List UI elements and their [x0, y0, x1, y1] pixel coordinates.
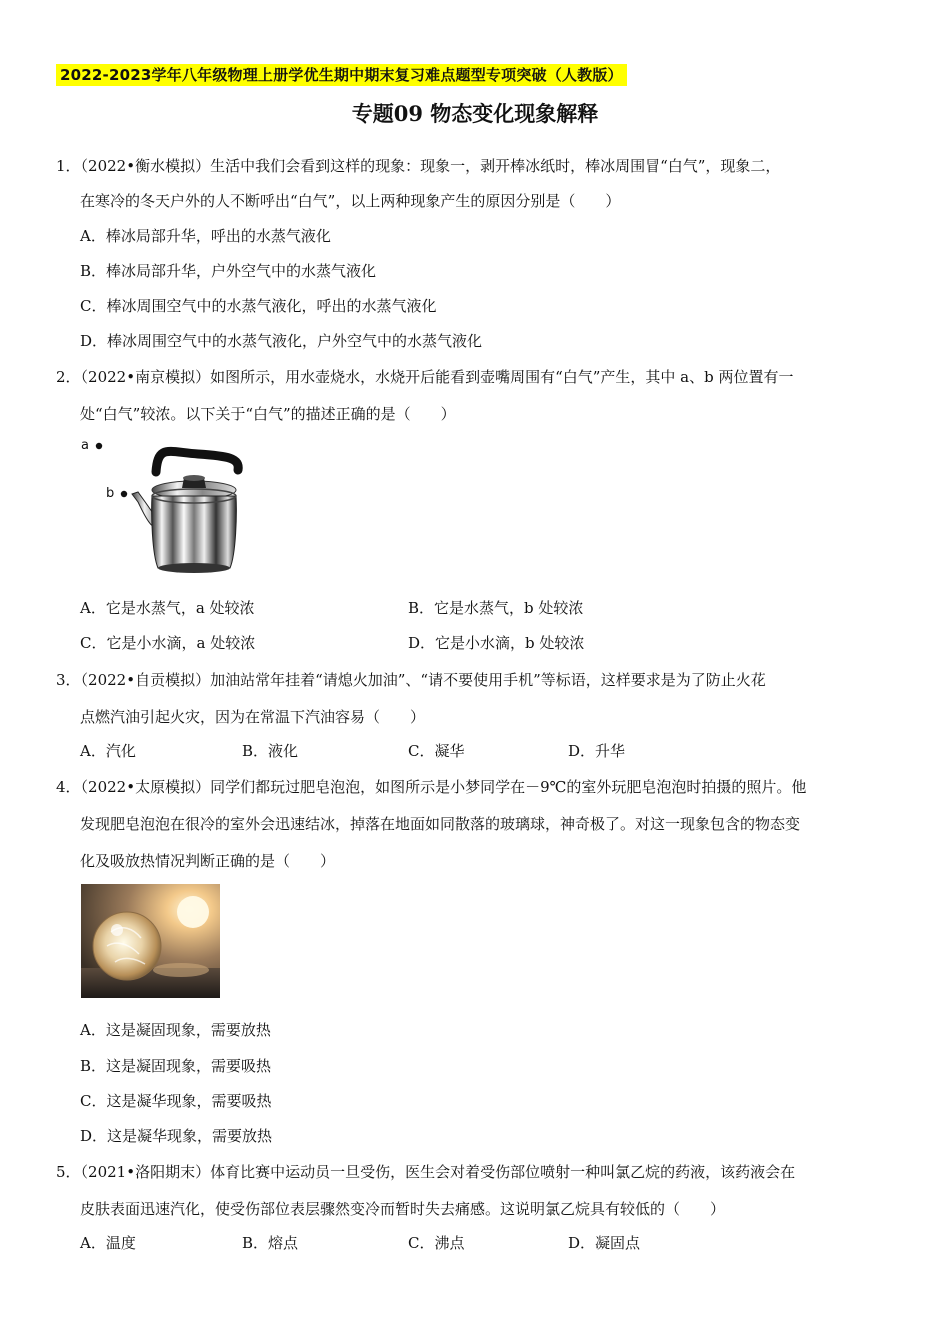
question-4-stem-cont-2: 化及吸放热情况判断正确的是（ ）: [80, 852, 336, 870]
question-5-stem: 5．（2021•洛阳期末）体育比赛中运动员一旦受伤，医生会对着受伤部位喷射一种叫氯乙烷的药液，该药液会在: [56, 1163, 796, 1181]
question-5-option-b: B．熔点: [242, 1234, 299, 1252]
position-a-label: a: [81, 438, 89, 453]
question-3-option-c: C．凝华: [408, 742, 465, 760]
question-1-option-a: A．棒冰局部升华，呼出的水蒸气液化: [80, 227, 331, 245]
frozen-bubble-photo: [81, 884, 220, 998]
question-4-option-a: A．这是凝固现象，需要放热: [80, 1021, 271, 1039]
question-3-option-b: B．液化: [242, 742, 299, 760]
question-5-option-d: D．凝固点: [568, 1234, 641, 1252]
question-3-stem-cont: 点燃汽油引起火灾，因为在常温下汽油容易（ ）: [80, 708, 426, 726]
question-4-stem: 4．（2022•太原模拟）同学们都玩过肥皂泡泡，如图所示是小梦同学在－9℃的室外玩肥皂泡泡时拍摄的照片。他: [56, 778, 807, 796]
document-header: 2022-2023学年八年级物理上册学优生期中期末复习难点题型专项突破（人教版）: [56, 64, 627, 86]
question-5-option-c: C．沸点: [408, 1234, 465, 1252]
question-1-option-c: C．棒冰周围空气中的水蒸气液化，呼出的水蒸气液化: [80, 297, 437, 315]
question-5-stem-cont: 皮肤表面迅速汽化，使受伤部位表层骤然变冷而暂时失去痛感。这说明氯乙烷具有较低的（ ）: [80, 1200, 726, 1218]
question-3-option-a: A．汽化: [80, 742, 136, 760]
question-4-option-b: B．这是凝固现象，需要吸热: [80, 1057, 272, 1075]
question-1-stem: 1．（2022•衡水模拟）生活中我们会看到这样的现象：现象一，剥开棒冰纸时，棒冰周围冒“白气”，现象二，: [56, 157, 781, 175]
page-title: 专题09 物态变化现象解释: [351, 101, 599, 126]
question-2-option-a: A．它是水蒸气，a 处较浓: [80, 599, 255, 617]
question-2-option-c: C．它是小水滴，a 处较浓: [80, 634, 256, 652]
question-2-stem: 2．（2022•南京模拟）如图所示，用水壶烧水，水烧开后能看到壶嘴周围有“白气”产生，其中 a、b 两位置有一: [56, 368, 794, 386]
question-2-option-d: D．它是小水滴，b 处较浓: [408, 634, 585, 652]
position-a-dot: [96, 443, 102, 449]
question-1-option-d: D．棒冰周围空气中的水蒸气液化，户外空气中的水蒸气液化: [80, 332, 483, 350]
question-3-option-d: D．升华: [568, 742, 626, 760]
question-2-option-b: B．它是水蒸气，b 处较浓: [408, 599, 584, 617]
question-4-option-c: C．这是凝华现象，需要吸热: [80, 1092, 272, 1110]
question-2-stem-cont: 处“白气”较浓。以下关于“白气”的描述正确的是（ ）: [80, 405, 456, 423]
kettle-figure: [78, 434, 248, 582]
position-b-dot: [121, 491, 127, 497]
question-1-option-b: B．棒冰局部升华，户外空气中的水蒸气液化: [80, 262, 377, 280]
question-5-option-a: A．温度: [80, 1234, 136, 1252]
question-4-option-d: D．这是凝华现象，需要放热: [80, 1127, 273, 1145]
position-b-label: b: [106, 486, 115, 501]
question-1-stem-cont: 在寒冷的冬天户外的人不断呼出“白气”，以上两种现象产生的原因分别是（ ）: [80, 192, 621, 210]
question-4-stem-cont-1: 发现肥皂泡泡在很冷的室外会迅速结冰，掉落在地面如同散落的玻璃球，神奇极了。对这一现象包含的物态变: [80, 815, 801, 833]
question-3-stem: 3．（2022•自贡模拟）加油站常年挂着“请熄火加油”、“请不要使用手机”等标语，这样要求是为了防止火花: [56, 671, 766, 689]
